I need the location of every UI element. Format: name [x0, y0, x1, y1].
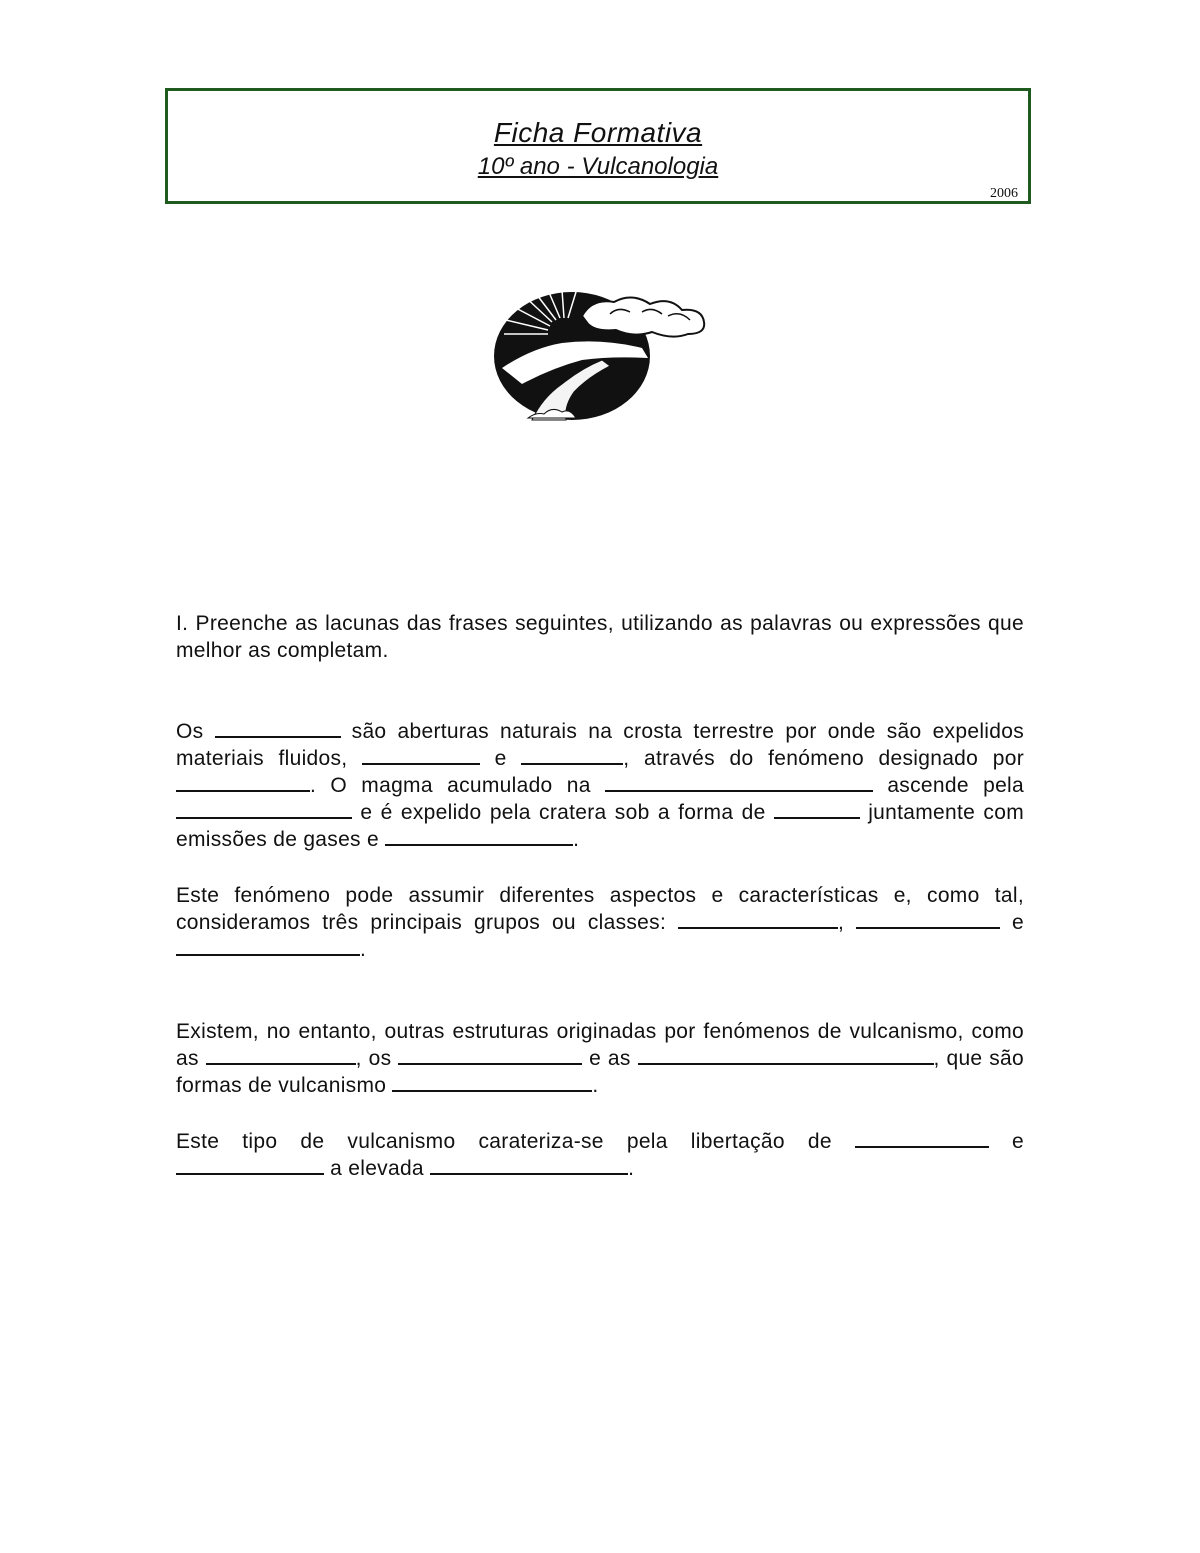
text-fragment: a elevada: [330, 1157, 424, 1180]
text-fragment: juntamente com emissões de gases e: [176, 801, 1024, 851]
text-fragment: e: [494, 747, 507, 770]
blank-field[interactable]: [176, 772, 310, 792]
header-box: [165, 88, 1031, 204]
blank-field[interactable]: [774, 799, 860, 819]
text-fragment: .: [360, 938, 367, 961]
document-subtitle: 10º ano - Vulcanologia: [477, 153, 719, 180]
blank-field[interactable]: [206, 1045, 356, 1065]
blank-field[interactable]: [678, 909, 838, 929]
blank-field[interactable]: [215, 718, 341, 738]
text-fragment: são aberturas naturais na crosta terrestre por onde são expelidos materiais fluidos,: [176, 720, 1025, 770]
text-fragment: Este fenómeno pode assumir diferentes aspectos e características e, como tal, consideramos três principais grupos ou classes:: [176, 884, 1024, 934]
blank-field[interactable]: [392, 1072, 592, 1092]
text-fragment: .: [592, 1074, 599, 1097]
instruction-text: I. Preenche as lacunas das frases seguintes, utilizando as palavras ou expressões que melhor as completam.: [176, 612, 1024, 662]
paragraph-2: [176, 882, 1024, 963]
blank-field[interactable]: [362, 745, 480, 765]
blank-field[interactable]: [176, 936, 360, 956]
blank-field[interactable]: [521, 745, 623, 765]
text-fragment: , através do fenómeno designado por: [623, 747, 1024, 770]
text-fragment: .: [573, 828, 580, 851]
blank-field[interactable]: [856, 909, 1000, 929]
blank-field[interactable]: [385, 826, 573, 846]
blank-field[interactable]: [605, 772, 873, 792]
text-fragment: Este tipo de vulcanismo carateriza-se pela libertação de: [176, 1130, 832, 1153]
paragraph-4: [176, 1128, 1024, 1182]
text-fragment: ascende pela: [887, 774, 1024, 797]
text-fragment: Existem, no entanto, outras estruturas originadas por fenómenos de vulcanismo, como as: [176, 1020, 1024, 1070]
document-year: 2006: [990, 186, 1018, 201]
text-fragment: e: [1012, 1130, 1024, 1153]
blank-field[interactable]: [638, 1045, 934, 1065]
blank-field[interactable]: [398, 1045, 582, 1065]
text-fragment: e as: [589, 1047, 631, 1070]
blank-field[interactable]: [176, 1155, 324, 1175]
blank-field[interactable]: [430, 1155, 628, 1175]
text-fragment: e é expelido pela cratera sob a forma de: [360, 801, 766, 824]
blank-field[interactable]: [176, 799, 352, 819]
text-fragment: .: [628, 1157, 635, 1180]
text-fragment: e: [1012, 911, 1025, 934]
paragraph-1: [176, 718, 1024, 853]
text-fragment: Os: [176, 720, 204, 743]
volcano-icon: [492, 288, 708, 423]
text-fragment: , que são formas de vulcanismo: [176, 1047, 1024, 1097]
text-fragment: , os: [355, 1047, 392, 1070]
text-fragment: . O magma acumulado na: [310, 774, 591, 797]
document-title: Ficha Formativa: [493, 117, 703, 148]
text-fragment: ,: [838, 911, 845, 934]
paragraph-3: [176, 1018, 1024, 1099]
blank-field[interactable]: [855, 1128, 989, 1148]
